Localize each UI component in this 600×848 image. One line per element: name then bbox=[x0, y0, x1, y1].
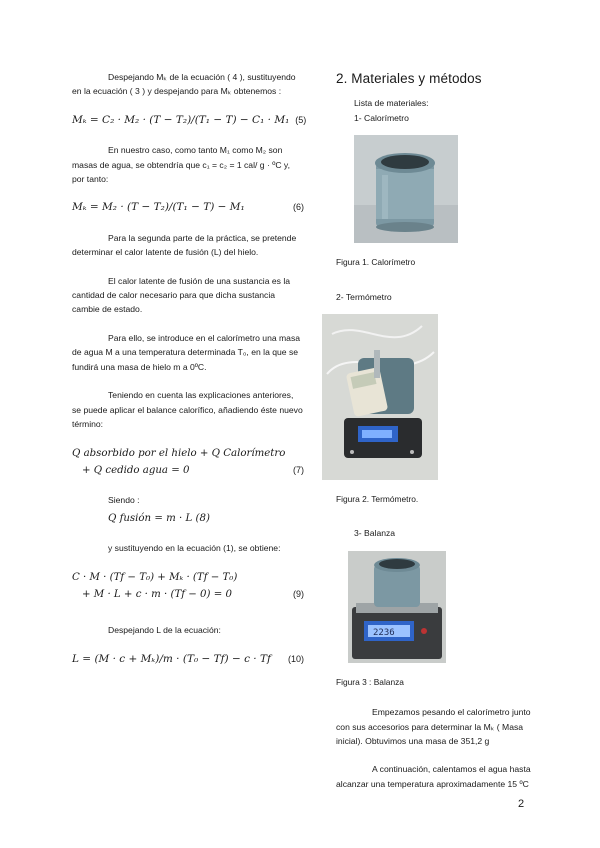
list-title: Lista de materiales: bbox=[354, 98, 429, 109]
paragraph-despejando-mk: Despejando Mₖ de la ecuación ( 4 ), sustituyendo en la ecuación ( 3 ) y despejando para Mₖ obtenemos : bbox=[72, 72, 296, 97]
paragraph-teniendo-en-cuenta: Teniendo en cuenta las explicaciones anteriores, se puede aplicar el balance calorífico, añadiendo éste nuevo término: bbox=[72, 390, 303, 429]
equation-8-body: Q fusión = m · L (8) bbox=[108, 512, 210, 524]
siendo-block bbox=[72, 493, 304, 526]
section-heading: 2. Materiales y métodos bbox=[336, 71, 482, 86]
figure-3-caption: Figura 3 : Balanza bbox=[336, 676, 404, 687]
paragraph-calor-latente: El calor latente de fusión de una sustancia es la cantidad de calor necesario para que dicha sustancia cambie de estado. bbox=[72, 275, 291, 315]
equation-6-body: Mₖ = M₂ · (T − T₂)/(T₁ − T) − M₁ bbox=[72, 201, 245, 214]
page-number: 2 bbox=[518, 798, 525, 810]
equation-9-line1: C · M · (Tf − T₀) + Mₖ · (Tf − T₀) bbox=[72, 572, 238, 584]
left-column bbox=[72, 70, 307, 684]
equation-8 bbox=[108, 510, 304, 527]
paragraph-sustituyendo: y sustituyendo en la ecuación (1), se obtiene: bbox=[108, 542, 281, 553]
item-calorimetro: 1- Calorímetro bbox=[354, 112, 409, 123]
thermometer-image bbox=[322, 314, 438, 480]
paragraph-masas-agua: En nuestro caso, como tanto M₁ como M₂ son masas de agua, se obtendría que c₁ = c₂ = 1 cal/ g · ºC y, por tanto: bbox=[72, 145, 290, 185]
scale-display-reading: 2236 bbox=[373, 627, 395, 638]
equation-5-number: (5) bbox=[295, 114, 307, 125]
equation-9-number: (9) bbox=[293, 589, 304, 600]
paragraph-para-ello: Para ello, se introduce en el calorímetro una masa de agua M a una temperatura determinada T₀, en la que se fundirá una masa de hielo m a 0ºC. bbox=[72, 332, 301, 372]
calorimeter-image bbox=[354, 135, 458, 243]
paragraph-segunda-parte: Para la segunda parte de la práctica, se pretende determinar el calor latente de fusión (L) del hielo. bbox=[72, 232, 297, 258]
equation-6-number: (6) bbox=[293, 202, 304, 213]
figure-1-caption: Figura 1. Calorímetro bbox=[336, 257, 416, 268]
item-termometro: 2- Termómetro bbox=[336, 291, 392, 302]
scale-image bbox=[348, 551, 446, 663]
equation-10-number: (10) bbox=[287, 653, 304, 664]
equation-7-line1: Q absorbido por el hielo + Q Calorímetro bbox=[72, 448, 286, 460]
equation-6 bbox=[72, 200, 304, 214]
equation-10 bbox=[72, 652, 304, 666]
paragraph-despejando-l: Despejando L de la ecuación: bbox=[108, 625, 221, 636]
equation-10-body: L = (M · c + Mₖ)/m · (T₀ − Tf) − c · Tf bbox=[72, 652, 271, 665]
equation-7 bbox=[72, 445, 304, 479]
equation-5-body: Mₖ = C₂ · M₂ · (T − T₂)/(T₁ − T) − C₁ · M₁ bbox=[72, 113, 290, 126]
equation-7-line2: + Q cedido agua = 0 bbox=[82, 465, 190, 477]
item-balanza: 3- Balanza bbox=[354, 528, 396, 539]
equation-5 bbox=[72, 113, 307, 127]
figure-2-caption: Figura 2. Termómetro. bbox=[336, 494, 419, 505]
equation-9-line2: + M · L + c · m · (Tf − 0) = 0 bbox=[82, 589, 232, 601]
photo-balanza bbox=[348, 551, 446, 663]
photo-calorimetro bbox=[354, 135, 458, 243]
paragraph-empezamos: Empezamos pesando el calorímetro junto con sus accesorios para determinar la Mₖ ( Masa inicial). Obtuvimos una masa de 351,2 g bbox=[336, 707, 531, 747]
photo-termometro bbox=[322, 314, 438, 480]
equation-9 bbox=[72, 569, 304, 603]
equation-7-number: (7) bbox=[293, 465, 304, 476]
right-column bbox=[336, 72, 536, 805]
paragraph-a-continuacion: A continuación, calentamos el agua hasta alcanzar una temperatura aproximadamente 15 ºC bbox=[336, 764, 531, 789]
siendo-label: Siendo : bbox=[108, 495, 140, 506]
